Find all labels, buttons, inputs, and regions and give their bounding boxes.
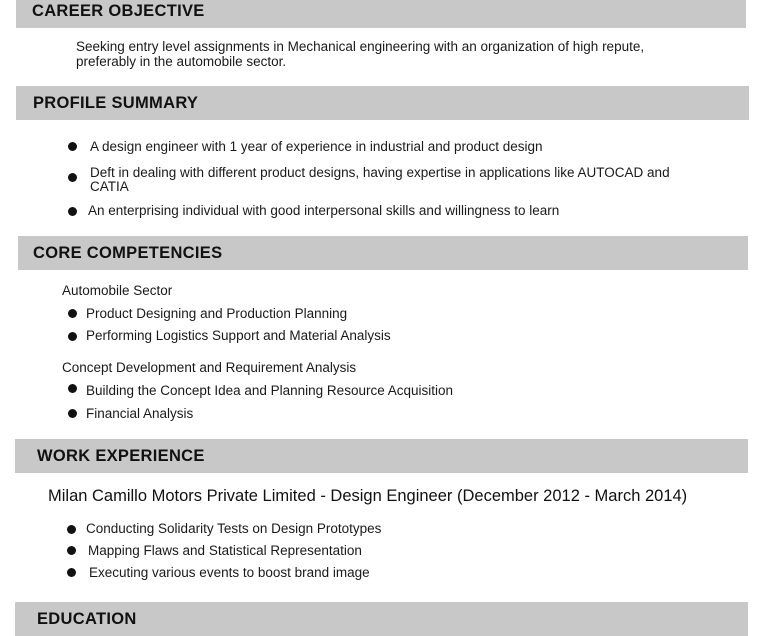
education-header <box>15 602 748 636</box>
work-experience-header <box>15 439 748 473</box>
profile-item-continuation: CATIA <box>90 179 129 194</box>
career-objective-line-2: preferably in the automobile sector. <box>76 54 287 69</box>
bullet-icon <box>68 409 77 418</box>
work-item: Executing various events to boost brand image <box>89 565 370 580</box>
bullet-icon <box>68 309 77 318</box>
bullet-icon <box>67 568 76 577</box>
competency-item: Performing Logistics Support and Material Analysis <box>86 328 391 343</box>
section-title: CAREER OBJECTIVE <box>32 2 205 20</box>
profile-summary-header <box>16 86 749 120</box>
profile-item: A design engineer with 1 year of experience in industrial and product design <box>90 139 543 154</box>
competency-group-title: Automobile Sector <box>62 283 173 298</box>
bullet-icon <box>68 173 77 182</box>
core-competencies-header <box>18 236 748 270</box>
competency-group-title: Concept Development and Requirement Analysis <box>62 360 357 375</box>
competency-item: Product Designing and Production Planning <box>86 306 348 321</box>
competency-item: Financial Analysis <box>86 406 194 421</box>
section-title: WORK EXPERIENCE <box>37 447 205 465</box>
bullet-icon <box>67 525 76 534</box>
section-title: PROFILE SUMMARY <box>33 94 199 112</box>
profile-item: An enterprising individual with good interpersonal skills and willingness to learn <box>88 203 560 218</box>
competency-item: Building the Concept Idea and Planning Resource Acquisition <box>86 383 453 398</box>
bullet-icon <box>68 142 77 151</box>
work-item: Mapping Flaws and Statistical Representation <box>88 543 362 558</box>
bullet-icon <box>67 546 76 555</box>
bullet-icon <box>68 384 77 393</box>
career-objective-header <box>16 0 746 28</box>
bullet-icon <box>68 332 77 341</box>
profile-item: Deft in dealing with different product designs, having expertise in applications like AUTOCAD and <box>90 165 670 180</box>
bullet-icon <box>68 207 77 216</box>
job-title: Milan Camillo Motors Private Limited - Design Engineer (December 2012 - March 2014) <box>48 487 688 505</box>
section-title: CORE COMPETENCIES <box>33 244 223 262</box>
work-item: Conducting Solidarity Tests on Design Prototypes <box>86 521 382 536</box>
section-title: EDUCATION <box>37 610 137 628</box>
career-objective-line-1: Seeking entry level assignments in Mechanical engineering with an organization of high repute, <box>76 39 645 54</box>
